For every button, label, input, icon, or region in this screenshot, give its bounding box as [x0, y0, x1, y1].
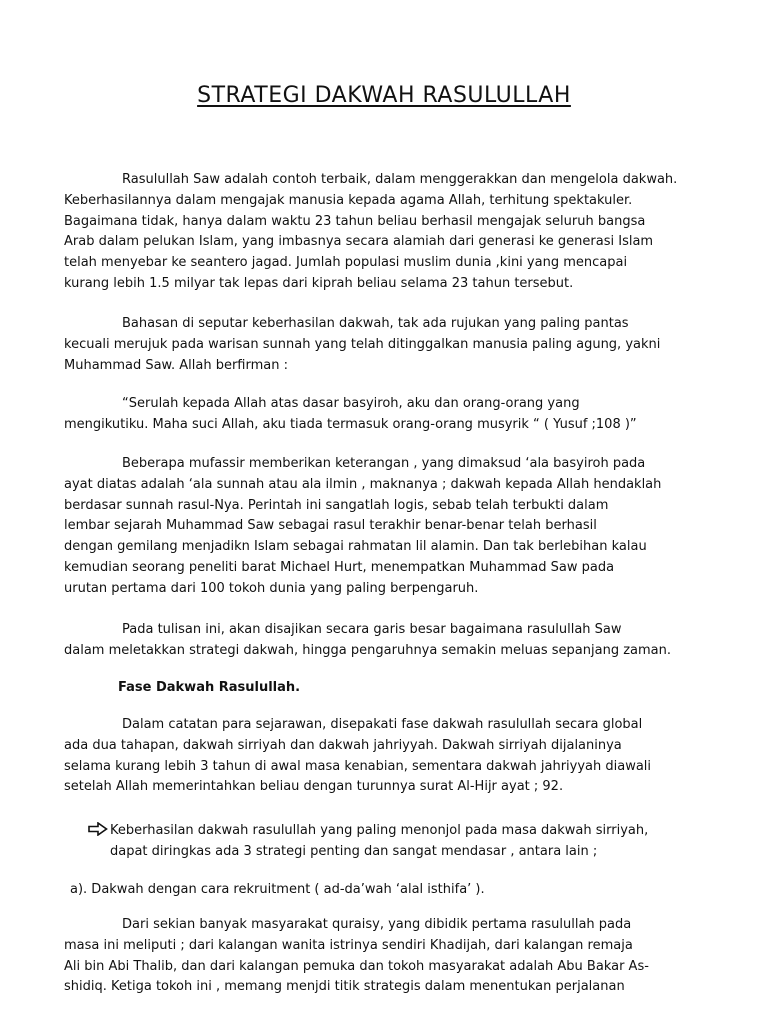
paragraph-line: berdasar sunnah rasul-Nya. Perintah ini sangatlah logis, sebab telah terbukti dalam — [64, 497, 609, 513]
paragraph-line: setelah Allah memerintahkan beliau dengan turunnya surat Al-Hijr ayat ; 92. — [64, 779, 564, 795]
arrow-bullet-point — [88, 820, 728, 862]
paragraph-line: mengikutiku. Maha suci Allah, aku tiada termasuk orang-orang musyrik “ ( Yusuf ;108 )” — [64, 416, 637, 432]
paragraph-line: Rasulullah Saw adalah contoh terbaik, dalam menggerakkan dan mengelola dakwah. — [122, 172, 678, 187]
list-point-a: a). Dakwah dengan cara rekruitment ( ad-da’wah ‘alal isthifa’ ). — [70, 882, 485, 897]
bullet-line: Keberhasilan dakwah rasulullah yang paling menonjol pada masa dakwah sirriyah, — [110, 823, 649, 838]
paragraph-line: kurang lebih 1.5 milyar tak lepas dari kiprah beliau selama 23 tahun tersebut. — [64, 275, 574, 291]
paragraph-line: dalam meletakkan strategi dakwah, hingga pengaruhnya semakin meluas sepanjang zaman. — [64, 642, 671, 658]
paragraph-line: Dari sekian banyak masyarakat quraisy, yang dibidik pertama rasulullah pada — [122, 917, 632, 932]
paragraph-4 — [64, 454, 708, 600]
paragraph-line: selama kurang lebih 3 tahun di awal masa kenabian, sementara dakwah jahriyyah diawali — [64, 758, 652, 774]
paragraph-line: lembar sejarah Muhammad Saw sebagai rasul terakhir benar-benar telah berhasil — [64, 518, 597, 534]
paragraph-2 — [64, 314, 708, 376]
paragraph-line: Bahasan di seputar keberhasilan dakwah, tak ada rujukan yang paling pantas — [122, 316, 629, 331]
paragraph-5 — [64, 620, 708, 662]
paragraph-line: Keberhasilannya dalam mengajak manusia kepada agama Allah, terhitung spektakuler. — [64, 192, 633, 208]
closing-paragraph — [64, 915, 708, 998]
section-heading: Fase Dakwah Rasulullah. — [118, 680, 301, 695]
bullet-line: dapat diringkas ada 3 strategi penting dan sangat mendasar , antara lain ; — [110, 844, 598, 859]
paragraph-line: kemudian seorang peneliti barat Michael Hurt, menempatkan Muhammad Saw pada — [64, 559, 615, 575]
paragraph-line: shidiq. Ketiga tokoh ini , memang menjdi titik strategis dalam menentukan perjalanan — [64, 979, 625, 995]
paragraph-line: Bagaimana tidak, hanya dalam waktu 23 tahun beliau berhasil mengajak seluruh bangsa — [64, 213, 646, 229]
paragraph-line: Dalam catatan para sejarawan, disepakati fase dakwah rasulullah secara global — [122, 717, 643, 732]
paragraph-line: masa ini meliputi ; dari kalangan wanita istrinya sendiri Khadijah, dari kalangan remaja — [64, 937, 633, 953]
paragraph-line: ada dua tahapan, dakwah sirriyah dan dakwah jahriyyah. Dakwah sirriyah dijalaninya — [64, 737, 622, 753]
paragraph-1 — [64, 170, 708, 295]
paragraph-line: Beberapa mufassir memberikan keterangan , yang dimaksud ‘ala basyiroh pada — [122, 456, 646, 471]
paragraph-line: dengan gemilang menjadikn Islam sebagai rahmatan lil alamin. Dan tak berlebihan kalau — [64, 539, 647, 555]
paragraph-line: kecuali merujuk pada warisan sunnah yang telah ditinggalkan manusia paling agung, yakni — [64, 336, 661, 352]
paragraph-line: urutan pertama dari 100 tokoh dunia yang paling berpengaruh. — [64, 580, 479, 596]
paragraph-line: “Serulah kepada Allah atas dasar basyiroh, aku dan orang-orang yang — [122, 396, 580, 411]
paragraph-line: ayat diatas adalah ‘ala sunnah atau ala ilmin , maknanya ; dakwah kepada Allah hendaklah — [64, 476, 662, 492]
paragraph-line: Pada tulisan ini, akan disajikan secara garis besar bagaimana rasulullah Saw — [122, 622, 622, 637]
paragraph-line: telah menyebar ke seantero jagad. Jumlah populasi muslim dunia ,kini yang mencapai — [64, 255, 628, 271]
right-arrow-outline-icon — [88, 822, 108, 836]
quran-quote — [64, 394, 708, 436]
paragraph-line: Ali bin Abi Thalib, dan dari kalangan pemuka dan tokoh masyarakat adalah Abu Bakar As- — [64, 958, 649, 974]
document-title: STRATEGI DAKWAH RASULULLAH — [197, 83, 571, 108]
paragraph-line: Arab dalam pelukan Islam, yang imbasnya secara alamiah dari generasi ke generasi Islam — [64, 234, 654, 250]
paragraph-line: Muhammad Saw. Allah berfirman : — [64, 357, 288, 373]
section-paragraph — [64, 715, 708, 798]
